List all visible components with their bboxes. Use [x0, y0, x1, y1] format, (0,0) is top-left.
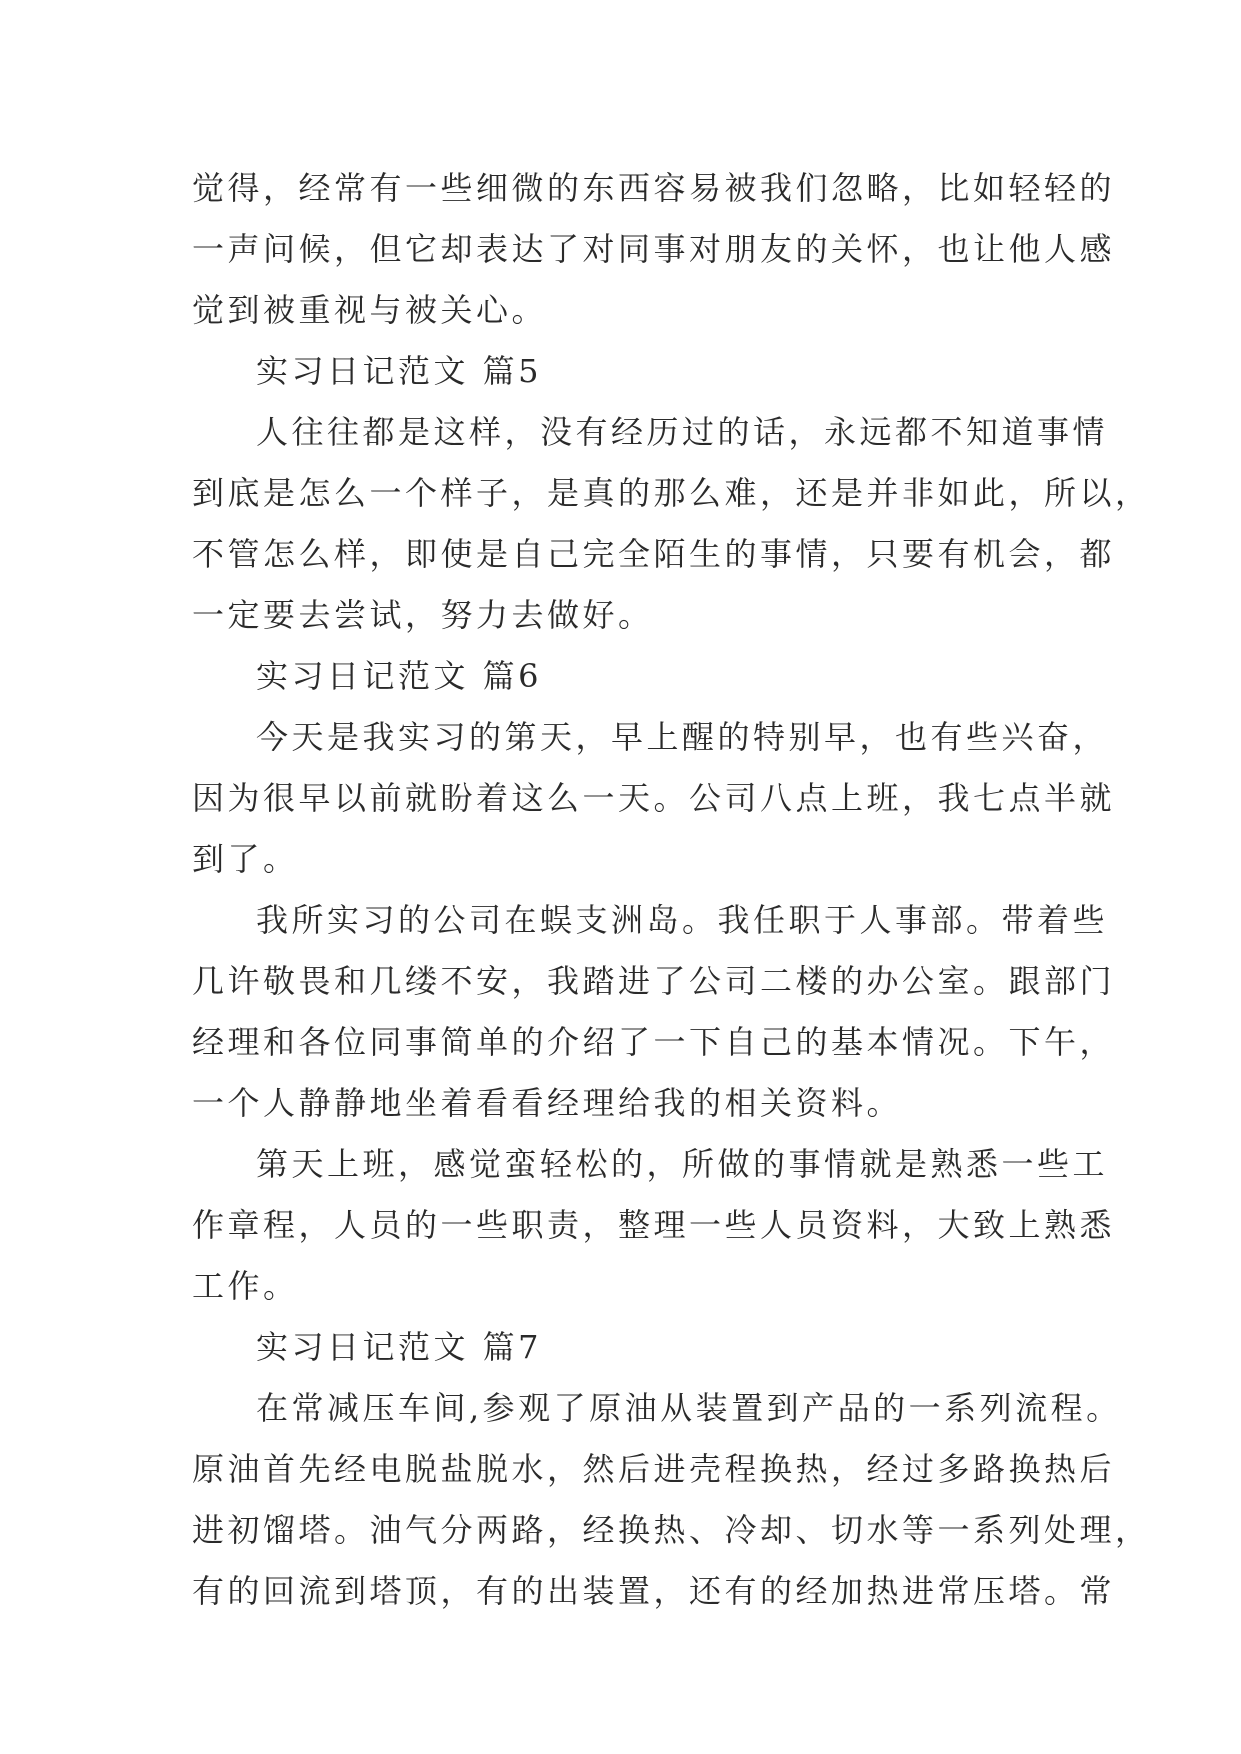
text-line: 有的回流到塔顶，有的出装置，还有的经加热进常压塔。常	[192, 1572, 1116, 1610]
section-heading: 实习日记范文 篇5	[256, 352, 543, 390]
text-line: 在常减压车间,参观了原油从装置到产品的一系列流程。	[256, 1389, 1122, 1427]
text-line: 原油首先经电脱盐脱水，然后进壳程换热，经过多路换热后	[192, 1450, 1116, 1488]
text-line: 经理和各位同事简单的介绍了一下自己的基本情况。下午，	[192, 1023, 1116, 1061]
text-line: 一声问候，但它却表达了对同事对朋友的关怀，也让他人感	[192, 230, 1116, 268]
text-line: 几许敬畏和几缕不安，我踏进了公司二楼的办公室。跟部门	[192, 962, 1116, 1000]
text-line: 到底是怎么一个样子，是真的那么难，还是并非如此，所以，	[192, 474, 1151, 512]
text-line: 工作。	[192, 1267, 299, 1305]
text-line: 因为很早以前就盼着这么一天。公司八点上班，我七点半就	[192, 779, 1116, 817]
text-line: 觉到被重视与被关心。	[192, 291, 548, 329]
text-line: 一个人静静地坐着看看经理给我的相关资料。	[192, 1084, 903, 1122]
text-line: 进初馏塔。油气分两路，经换热、冷却、切水等一系列处理，	[192, 1511, 1151, 1549]
text-line: 第天上班，感觉蛮轻松的，所做的事情就是熟悉一些工	[256, 1145, 1109, 1183]
text-line: 不管怎么样，即使是自己完全陌生的事情，只要有机会，都	[192, 535, 1116, 573]
text-line: 觉得，经常有一些细微的东西容易被我们忽略，比如轻轻的	[192, 169, 1116, 207]
text-line: 今天是我实习的第天，早上醒的特别早，也有些兴奋，	[256, 718, 1109, 756]
document-body	[192, 158, 1151, 1622]
section-heading: 实习日记范文 篇7	[256, 1328, 543, 1366]
text-line: 我所实习的公司在蜈支洲岛。我任职于人事部。带着些	[256, 901, 1109, 939]
text-line: 一定要去尝试，努力去做好。	[192, 596, 654, 634]
section-heading: 实习日记范文 篇6	[256, 657, 543, 695]
text-line: 到了。	[192, 840, 299, 878]
text-line: 作章程，人员的一些职责，整理一些人员资料，大致上熟悉	[192, 1206, 1116, 1244]
text-line: 人往往都是这样，没有经历过的话，永远都不知道事情	[256, 413, 1109, 451]
